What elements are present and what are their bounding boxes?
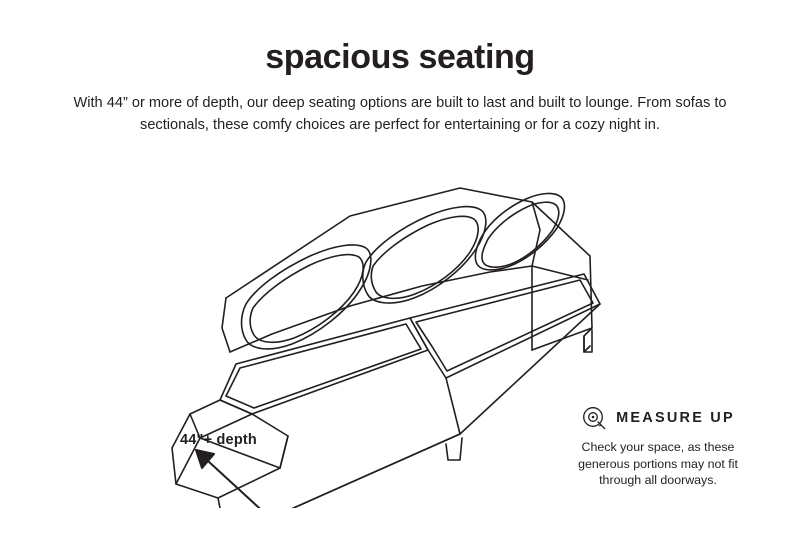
measure-up-body-line-2: generous portions may not fit — [578, 456, 738, 471]
depth-dimension-label: 44"+ depth — [180, 432, 257, 448]
measure-up-block — [538, 405, 778, 489]
measure-up-body-line-3: through all doorways. — [599, 473, 717, 487]
measure-up-heading — [538, 405, 778, 431]
measure-up-title: MEASURE UP — [616, 410, 735, 426]
page-title: spacious seating — [265, 38, 535, 76]
measure-up-body-line-1: Check your space, as these — [581, 440, 735, 454]
measuring-tape-icon — [581, 405, 607, 431]
measure-up-body — [538, 439, 778, 489]
page-subhead: With 44” or more of depth, our deep seating options are built to last and built to lounge. From sofas to sectionals, these comfy choices are perfect for entertaining or for a cozy night in. — [73, 95, 727, 133]
